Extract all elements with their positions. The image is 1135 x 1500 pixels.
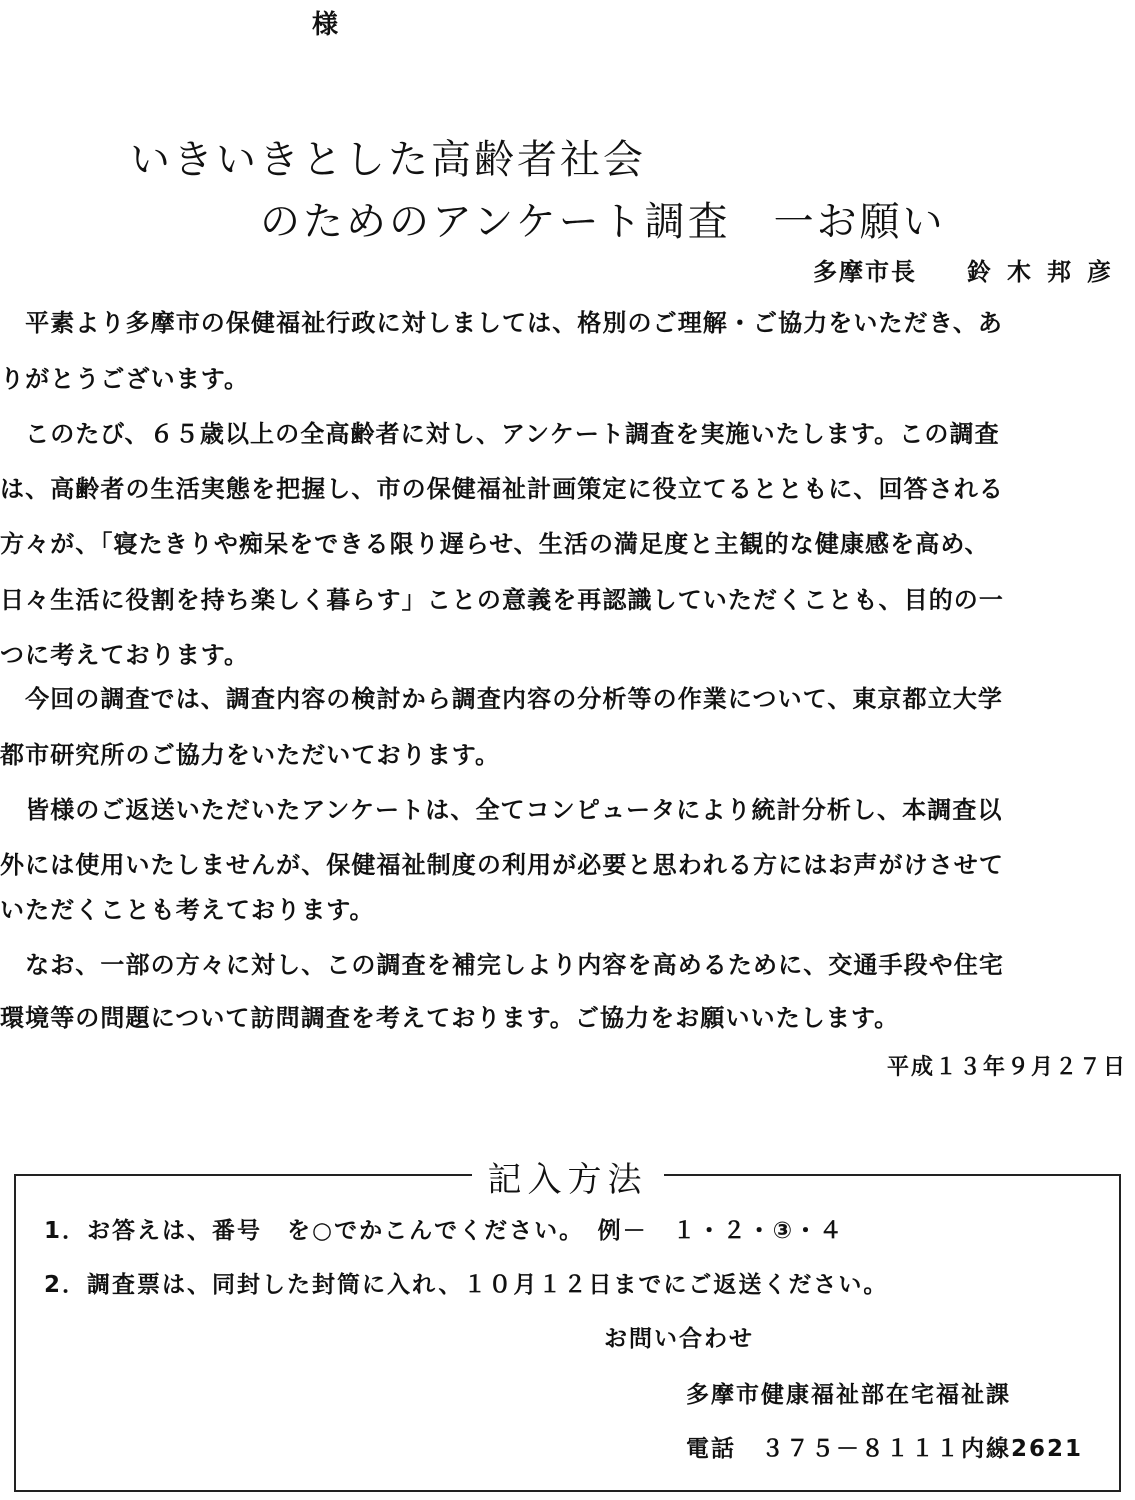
contact-label: お問い合わせ — [604, 1326, 754, 1352]
body-line: 環境等の問題について訪問調査を考えております。ご協力をお願いいたします。 — [0, 1004, 900, 1032]
body-line: 都市研究所のご協力をいただいております。 — [0, 741, 501, 769]
author-position: 多摩市長 — [813, 258, 917, 286]
author-name: 鈴木邦彦 — [967, 258, 1127, 286]
body-line: りがとうございます。 — [0, 365, 250, 393]
document-date: 平成１３年９月２７日 — [886, 1055, 1127, 1080]
instruction-item-1: 1．お答えは、番号 を○でかこんでください。 例－ １・２・③・４ — [44, 1218, 845, 1244]
instructions-heading: 記入方法 — [472, 1152, 664, 1201]
recipient-salutation: 様 — [312, 10, 339, 40]
instructions-box — [14, 1160, 1121, 1492]
body-line: 皆様のご返送いただいたアンケートは、全てコンピュータにより統計分析し、本調査以 — [0, 796, 1003, 824]
body-line: なお、一部の方々に対し、この調査を補完しより内容を高めるために、交通手段や住宅 — [0, 951, 1004, 979]
author-signature — [813, 252, 1127, 287]
body-line: 外には使用いたしませんが、保健福祉制度の利用が必要と思われる方にはお声がけさせて — [0, 851, 1004, 879]
document-title-line-1: いきいきとした高齢者社会 — [130, 137, 646, 183]
body-line: つに考えております。 — [0, 641, 250, 669]
body-line: いただくことも考えております。 — [0, 896, 375, 924]
body-line: このたび、６５歳以上の全高齢者に対し、アンケート調査を実施いたします。この調査 — [0, 420, 1000, 448]
body-line: 日々生活に役割を持ち楽しく暮らす」ことの意義を再認識していただくことも、目的の一 — [0, 586, 1004, 614]
body-line: 方々が、「寝たきりや痴呆をできる限り遅らせ、生活の満足度と主観的な健康感を高め、 — [0, 530, 990, 558]
document-title-line-2: のためのアンケート調査 一お願い — [260, 199, 946, 245]
contact-department: 多摩市健康福祉部在宅福祉課 — [686, 1382, 1011, 1408]
body-line: 今回の調査では、調査内容の検討から調査内容の分析等の作業について、東京都立大学 — [0, 685, 1004, 713]
body-line: 平素より多摩市の保健福祉行政に対しましては、格別のご理解・ご協力をいただき、あ — [0, 309, 1004, 337]
contact-phone: 電話 ３７５－８１１１内線2621 — [686, 1436, 1084, 1462]
body-line: は、高齢者の生活実態を把握し、市の保健福祉計画策定に役立てるとともに、回答される — [0, 475, 1004, 503]
instruction-item-2: 2．調査票は、同封した封筒に入れ、１０月１２日までにご返送ください。 — [44, 1272, 889, 1298]
